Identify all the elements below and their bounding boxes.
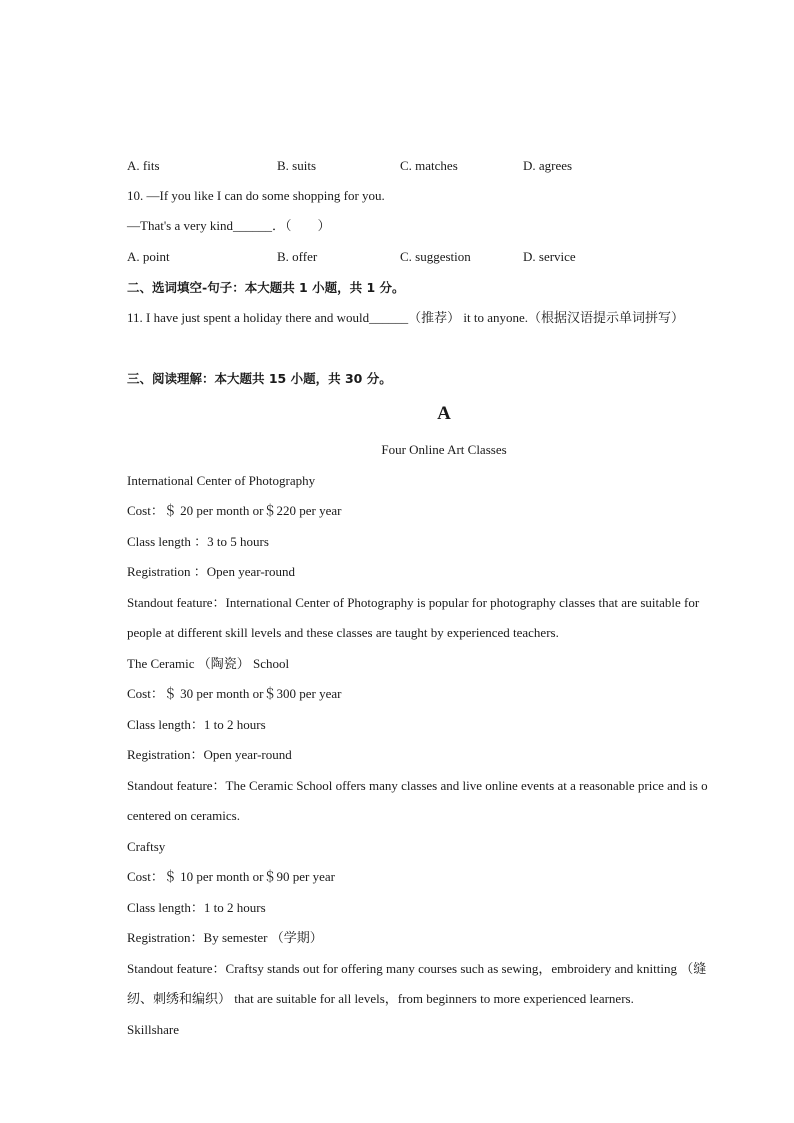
- icp-cost: Cost：＄ 20 per month or＄220 per year: [127, 503, 342, 518]
- q10-response: —That's a very kind______．（ ）: [127, 218, 331, 233]
- craftsy-feature-line1: Standout feature：Craftsy stands out for offering many courses such as sewing，embroidery and knitting （缝: [127, 961, 707, 976]
- craftsy-name: Craftsy: [127, 839, 166, 854]
- icp-feature-line2: people at different skill levels and these classes are taught by experienced teachers.: [127, 625, 559, 640]
- ceramic-feature-line1: Standout feature：The Ceramic School offers many classes and live online events at a reasonable price and is o: [127, 778, 708, 793]
- icp-name: International Center of Photography: [127, 473, 316, 488]
- icp-class-length: Class length ：3 to 5 hours: [127, 534, 269, 549]
- section2-heading: 二、选词填空-句子：本大题共 1 小题，共 1 分。: [127, 280, 405, 295]
- craftsy-class-length: Class length：1 to 2 hours: [127, 900, 266, 915]
- ceramic-feature-line2: centered on ceramics.: [127, 808, 240, 823]
- section3-heading: 三、阅读理解：本大题共 15 小题，共 30 分。: [127, 371, 392, 386]
- q10-prompt: 10. —If you like I can do some shopping for you.: [127, 188, 385, 203]
- skillshare-name: Skillshare: [127, 1022, 179, 1037]
- craftsy-cost: Cost：＄ 10 per month or＄90 per year: [127, 869, 335, 884]
- q9-option-d[interactable]: D. agrees: [523, 158, 573, 173]
- icp-feature-line1: Standout feature：International Center of Photography is popular for photography classes that are suitable for: [127, 595, 700, 610]
- ceramic-registration: Registration：Open year-round: [127, 747, 292, 762]
- q11-text: 11. I have just spent a holiday there and would______（推荐） it to anyone.（根据汉语提示单词拼写）: [127, 310, 685, 325]
- craftsy-registration: Registration：By semester （学期）: [127, 930, 323, 945]
- q10-option-d[interactable]: D. service: [523, 249, 576, 264]
- q9-option-c[interactable]: C. matches: [400, 158, 458, 173]
- ceramic-name: The Ceramic （陶瓷） School: [127, 656, 290, 671]
- ceramic-cost: Cost：＄ 30 per month or＄300 per year: [127, 686, 342, 701]
- ceramic-class-length: Class length：1 to 2 hours: [127, 717, 266, 732]
- q9-option-b[interactable]: B. suits: [277, 158, 317, 173]
- passage-title: Four Online Art Classes: [381, 442, 507, 457]
- q10-option-c[interactable]: C. suggestion: [400, 249, 471, 264]
- craftsy-feature-line2: 纫、刺绣和编织） that are suitable for all levels，from beginners to more experienced learners.: [127, 991, 634, 1006]
- q10-option-b[interactable]: B. offer: [277, 249, 318, 264]
- q10-option-a[interactable]: A. point: [127, 249, 170, 264]
- icp-registration: Registration ：Open year-round: [127, 564, 295, 579]
- q9-option-a[interactable]: A. fits: [127, 158, 160, 173]
- passage-letter: A: [437, 403, 451, 424]
